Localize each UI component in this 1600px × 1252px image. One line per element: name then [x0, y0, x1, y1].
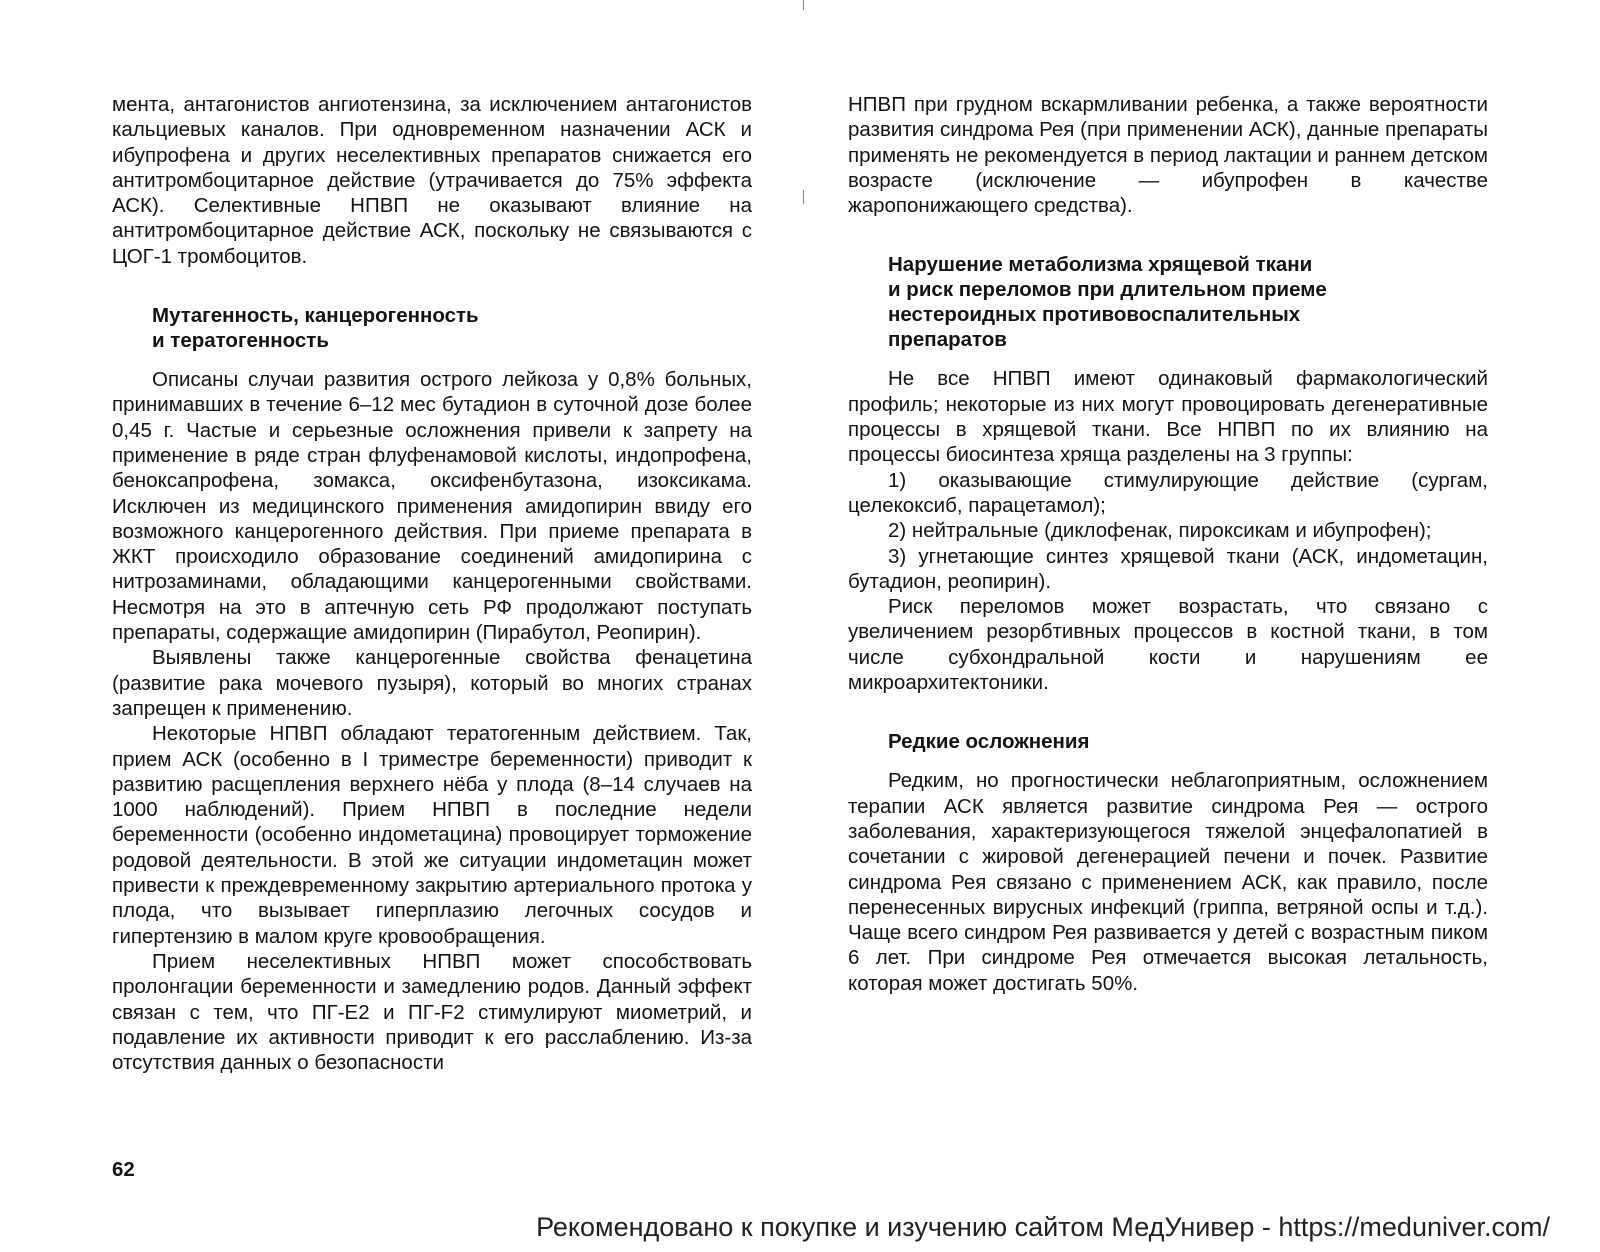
right-page: [800, 0, 1600, 1252]
footer-watermark: Рекомендовано к покупке и изучению сайтом МедУнивер - https://meduniver.com/: [536, 1212, 1550, 1242]
left-paragraph-pregnancy: Прием неселективных НПВП может способствовать пролонгации беременности и замедлению родов. Данный эффект связан с тем, что ПГ-Е2 и ПГ-F2 стимулируют миометрий, и подавление их активности приводит к его расслаблению. Из-за отсутствия данных о безопасности: [112, 949, 752, 1075]
left-heading-line-2: и тератогенность: [152, 329, 329, 353]
left-paragraph-teratogenic: Некоторые НПВП обладают тератогенным действием. Так, прием АСК (особенно в I триместре беременности) приводит к развитию расщепления верхнего нёба у плода (8–14 случаев на 1000 наблюдений). Прием НПВП в последние недели беременности (особенно индометацина) провоцирует торможение родовой деятельности. В этой же ситуации индометацин может привести к преждевременному закрытию артериального протока у плода, что вызывает гиперплазию легочных сосудов и гипертензию в малом круге кровообращения.: [112, 722, 752, 948]
left-heading-mutagenicity: [152, 303, 752, 353]
left-paragraph-leukemia: Описаны случаи развития острого лейкоза у 0,8% больных, принимавших в течение 6–12 мес бутадион в суточной дозе более 0,45 г. Частые и серьезные осложнения привели к запрету на применение в ряде стран флуфенамовой кислоты, индопрофена, беноксапрофена, зомакса, оксифенбутазона, изоксикама. Исключен из медицинского применения амидопирин ввиду его возможного канцерогенного действия. При приеме препарата в ЖКТ происходило образование соединений амидопирина с нитрозаминами, обладающими канцерогенными свойствами. Несмотря на это в аптечную сеть РФ продолжают поступать препараты, содержащие амидопирин (Пирабутол, Реопирин).: [112, 368, 752, 645]
left-paragraph-phenacetin: Выявлены также канцерогенные свойства фенацетина (развитие рака мочевого пузыря), который во многих странах запрещен к применению.: [112, 646, 752, 720]
left-heading-line-1: Мутагенность, канцерогенность: [152, 304, 479, 328]
left-paragraph-continued: мента, антагонистов ангиотензина, за исключением антагонистов кальциевых каналов. При одновременном назначении АСК и ибупрофена и других неселективных препаратов снижается его антитромбоцитарное действие (утрачивается до 75% эффекта АСК). Селективные НПВП не оказывают влияние на антитромбоцитарное действие АСК, поскольку не связываются с ЦОГ-1 тромбоцитов.: [112, 93, 752, 268]
left-text-column: [112, 92, 752, 1075]
right-heading-cartilage: [888, 252, 1488, 352]
right-paragraph-groups: Не все НПВП имеют одинаковый фармакологический профиль; некоторые из них могут провоцировать дегенеративные процессы в хрящевой ткани. Все НПВП по их влиянию на процессы биосинтеза хряща разделены на 3 группы:: [848, 367, 1488, 467]
right-heading-line-1: Нарушение метаболизма хрящевой ткани: [888, 253, 1313, 277]
nsaid-groups-list: [848, 468, 1488, 594]
right-heading-rare: [888, 729, 1488, 754]
list-item: 1) оказывающие стимулирующие действие (сургам, целекоксиб, парацетамол);: [848, 468, 1488, 517]
page-number: 62: [112, 1158, 135, 1181]
right-heading-line-3: нестероидных противовоспалительных: [888, 303, 1301, 327]
list-item: 3) угнетающие синтез хрящевой ткани (АСК, индометацин, бутадион, реопирин).: [848, 544, 1488, 593]
right-paragraph-rare: Редким, но прогностически неблагоприятным, осложнением терапии АСК является развитие синдрома Рея — острого заболевания, характеризующегося тяжелой энцефалопатией в сочетании с жировой дегенерацией печени и почек. Развитие синдрома Рея связано с применением АСК, как правило, после перенесенных вирусных инфекций (гриппа, ветряной оспы и т.д.). Чаще всего синдром Рея развивается у детей с возрастным пиком 6 лет. При синдроме Рея отмечается высокая летальность, которая может достигать 50%.: [848, 769, 1488, 995]
right-text-column: [848, 92, 1488, 996]
right-heading-line-2: и риск переломов при длительном приеме: [888, 278, 1327, 302]
right-heading-rare-line: Редкие осложнения: [888, 730, 1090, 754]
right-paragraph-fractures: Риск переломов может возрастать, что связано с увеличением резорбтивных процессов в костной ткани, в том числе субхондральной кости и нарушениям ее микроархитектоники.: [848, 595, 1488, 695]
right-paragraph-continued: НПВП при грудном вскармливании ребенка, а также вероятности развития синдрома Рея (при применении АСК), данные препараты применять не рекомендуется в период лактации и раннем детском возрасте (исключение — ибупрофен в качестве жаропонижающего средства).: [848, 93, 1488, 218]
list-item: 2) нейтральные (диклофенак, пироксикам и ибупрофен);: [888, 519, 1432, 543]
right-heading-line-4: препаратов: [888, 328, 1007, 352]
